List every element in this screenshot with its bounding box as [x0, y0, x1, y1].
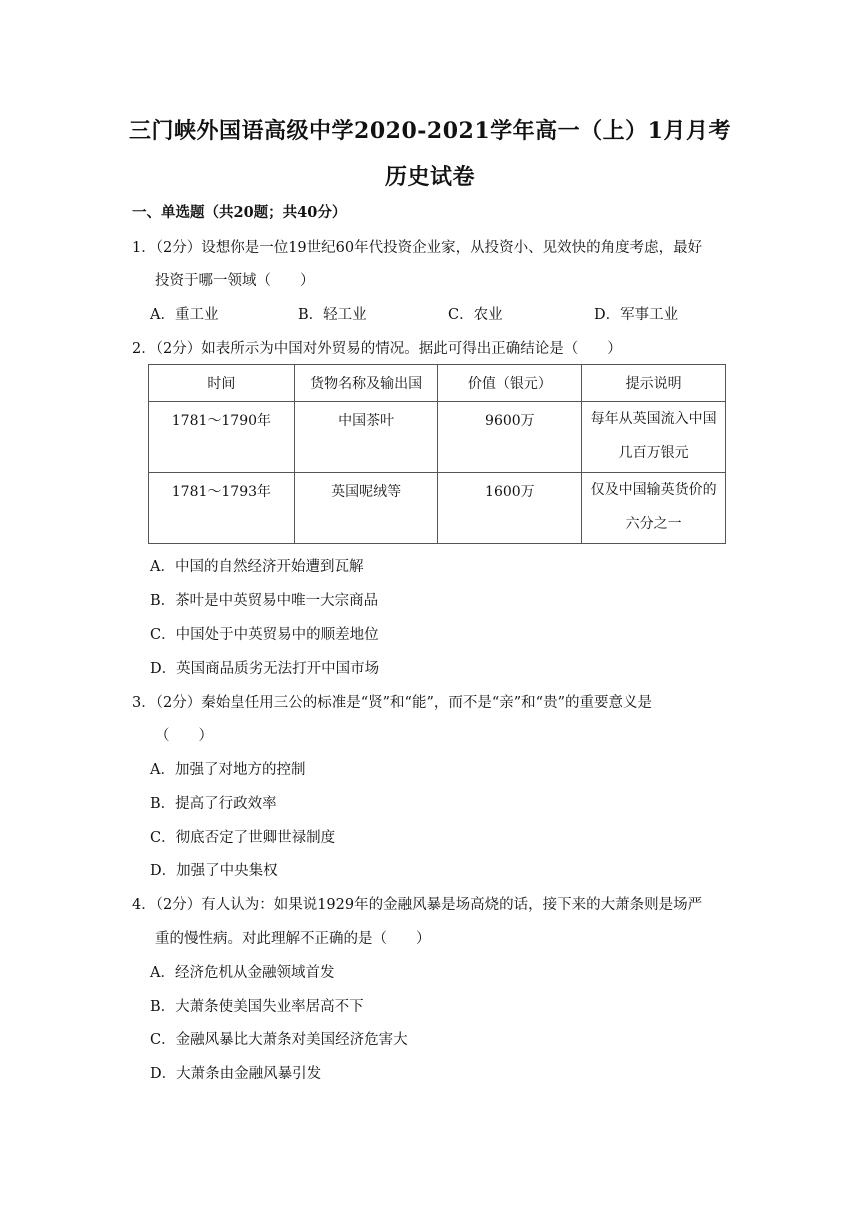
table-header: 时间 — [149, 365, 295, 402]
exam-subtitle: 历史试卷 — [384, 164, 475, 190]
question-3-option-b[interactable]: B．提高了行政效率 — [150, 796, 277, 812]
table-header: 价值（银元） — [438, 365, 582, 402]
question-4-option-d[interactable]: D．大萧条由金融风暴引发 — [150, 1066, 322, 1082]
note-line: 每年从英国流入中国 — [590, 411, 717, 427]
question-1-stem: 1．（2分）设想你是一位19世纪60年代投资企业家，从投资小、见效快的角度考虑，最好 — [132, 240, 703, 256]
question-1-option-a[interactable]: A．重工业 — [150, 307, 219, 323]
table-cell: 1600万 — [438, 473, 582, 544]
table-cell: 1781～1793年 — [149, 473, 295, 544]
question-4-option-b[interactable]: B．大萧条使美国失业率居高不下 — [150, 999, 364, 1015]
table-row — [149, 473, 726, 544]
table-cell-note — [582, 473, 726, 544]
question-3-option-c[interactable]: C．彻底否定了世卿世禄制度 — [150, 830, 336, 846]
question-1-options — [150, 303, 710, 323]
question-4-stem: 4．（2分）有人认为：如果说1929年的金融风暴是场高烧的话，接下来的大萧条则是场严 — [132, 897, 703, 913]
question-1-option-b[interactable]: B．轻工业 — [298, 307, 367, 323]
question-4-option-a[interactable]: A．经济危机从金融领域首发 — [150, 965, 335, 981]
table-row — [149, 402, 726, 473]
question-2-option-b[interactable]: B．茶叶是中英贸易中唯一大宗商品 — [150, 593, 379, 609]
note-line: 几百万银元 — [618, 445, 689, 461]
table-cell-note — [582, 402, 726, 473]
note-line: 六分之一 — [625, 516, 682, 532]
question-1-option-d[interactable]: D．军事工业 — [594, 307, 679, 323]
trade-table — [148, 364, 726, 544]
table-header: 提示说明 — [582, 365, 726, 402]
table-cell: 英国呢绒等 — [294, 473, 438, 544]
note-line: 仅及中国输英货价的 — [590, 482, 717, 498]
question-4-stem-cont: 重的慢性病。对此理解不正确的是（ ） — [155, 931, 431, 947]
table-cell: 9600万 — [438, 402, 582, 473]
exam-title: 三门峡外国语高级中学2020-2021学年高一（上）1月月考 — [129, 118, 731, 144]
question-3-stem-cont: （ ） — [155, 728, 213, 744]
question-1-option-c[interactable]: C．农业 — [448, 307, 503, 323]
table-header: 货物名称及输出国 — [294, 365, 438, 402]
table-header-row — [149, 365, 726, 402]
table-cell: 中国茶叶 — [294, 402, 438, 473]
question-2-stem: 2．（2分）如表所示为中国对外贸易的情况。据此可得出正确结论是（ ） — [132, 341, 622, 357]
question-3-option-d[interactable]: D．加强了中央集权 — [150, 863, 278, 879]
question-3-stem: 3．（2分）秦始皇任用三公的标准是“贤”和“能”，而不是“亲”和“贵”的重要意义是 — [132, 695, 653, 711]
table-cell: 1781～1790年 — [149, 402, 295, 473]
question-2-option-a[interactable]: A．中国的自然经济开始遭到瓦解 — [150, 559, 364, 575]
question-4-option-c[interactable]: C．金融风暴比大萧条对美国经济危害大 — [150, 1032, 408, 1048]
question-2-option-c[interactable]: C．中国处于中英贸易中的顺差地位 — [150, 627, 379, 643]
question-3-option-a[interactable]: A．加强了对地方的控制 — [150, 762, 306, 778]
question-1-stem-cont: 投资于哪一领域（ ） — [155, 273, 315, 289]
question-2-option-d[interactable]: D．英国商品质劣无法打开中国市场 — [150, 661, 380, 677]
section-heading: 一、单选题（共20题；共40分） — [132, 204, 347, 221]
